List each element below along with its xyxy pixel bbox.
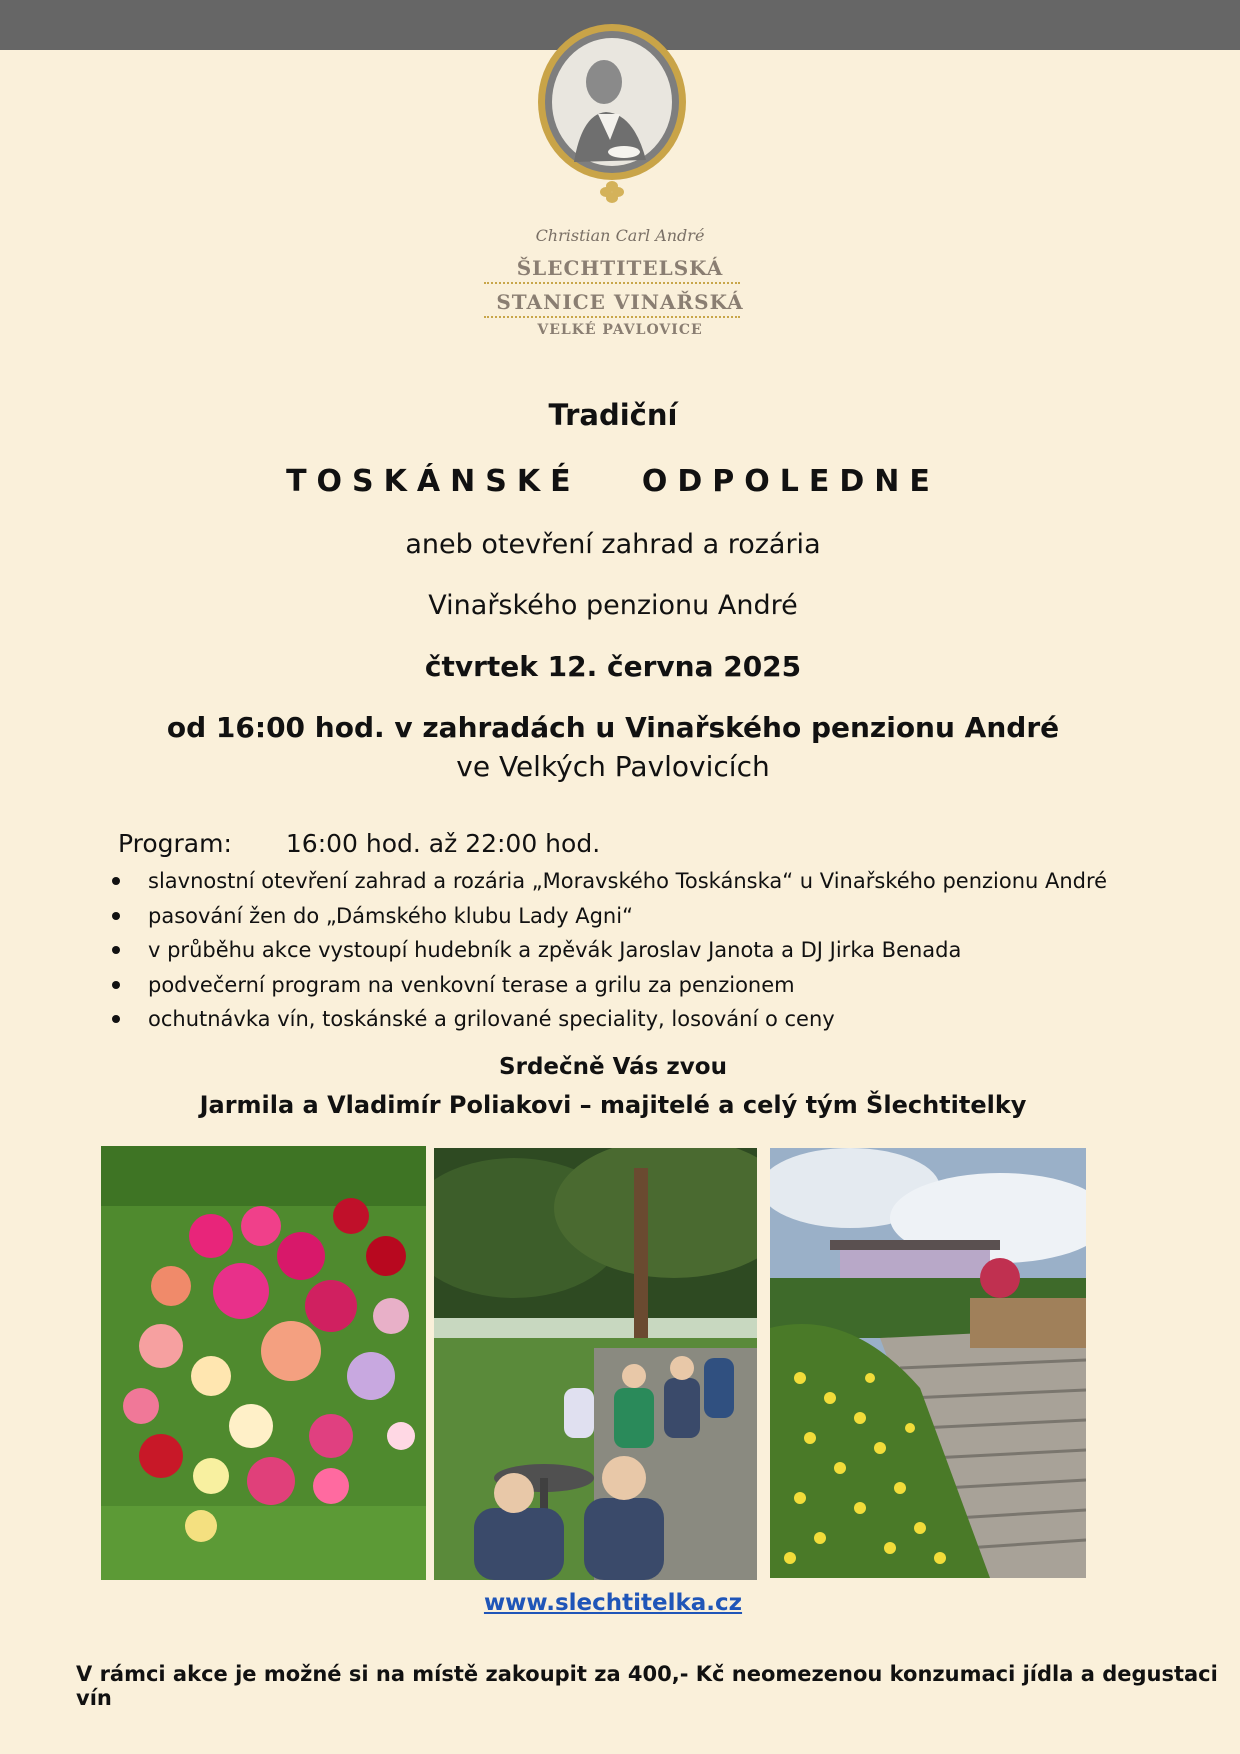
program-item: pasování žen do „Dámského klubu Lady Agni“ — [112, 901, 1162, 936]
invite-line-2: Jarmila a Vladimír Poliakovi – majitelé a celý tým Šlechtitelky — [199, 1091, 1027, 1119]
event-time-place: od 16:00 hod. v zahradách u Vinařského penzionu André — [166, 711, 1060, 744]
brand-divider — [484, 316, 740, 318]
brand-line-3: VELKÉ PAVLOVICE — [537, 322, 703, 338]
program-item: podvečerní program na venkovní terase a grilu za penzionem — [112, 970, 1162, 1005]
program-item: ochutnávka vín, toskánské a grilované speciality, losování o ceny — [112, 1004, 1162, 1039]
footer-note: V rámci akce je možné si na místě zakoupit za 400,- Kč neomezenou konzumaci jídla a degustaci vín — [76, 1662, 1218, 1710]
program-item: v průběhu akce vystoupí hudebník a zpěvák Jaroslav Janota a DJ Jirka Benada — [112, 935, 1162, 970]
brand-divider — [484, 282, 740, 284]
program-time: 16:00 hod. až 22:00 hod. — [285, 829, 601, 858]
brand-line-1: ŠLECHTITELSKÁ — [516, 256, 724, 280]
event-subtitle-2: Vinařského penzionu André — [428, 590, 798, 621]
event-title: TOSKÁNSKÉ ODPOLEDNE — [286, 464, 940, 499]
program-item: slavnostní otevření zahrad a rozária „Moravského Toskánska“ u Vinařského penzionu André — [112, 866, 1162, 901]
portrait-medallion-icon — [534, 22, 690, 207]
garden-party-photo — [434, 1148, 757, 1580]
website-link[interactable]: www.slechtitelka.cz — [483, 1590, 743, 1616]
program-header — [118, 829, 600, 858]
invite-line-1: Srdečně Vás zvou — [499, 1054, 727, 1080]
roses-photo — [101, 1146, 426, 1580]
event-town: ve Velkých Pavlovicích — [456, 750, 770, 783]
event-subtitle-1: aneb otevření zahrad a rozária — [405, 529, 821, 560]
event-date: čtvrtek 12. června 2025 — [424, 650, 802, 683]
penzion-garden-photo — [770, 1148, 1086, 1578]
brand-script-name: Christian Carl André — [535, 226, 705, 245]
brand-line-2: STANICE VINAŘSKÁ — [496, 290, 744, 314]
program-list — [112, 866, 1162, 1039]
program-label: Program: — [118, 829, 232, 858]
event-pretitle: Tradiční — [548, 398, 678, 432]
